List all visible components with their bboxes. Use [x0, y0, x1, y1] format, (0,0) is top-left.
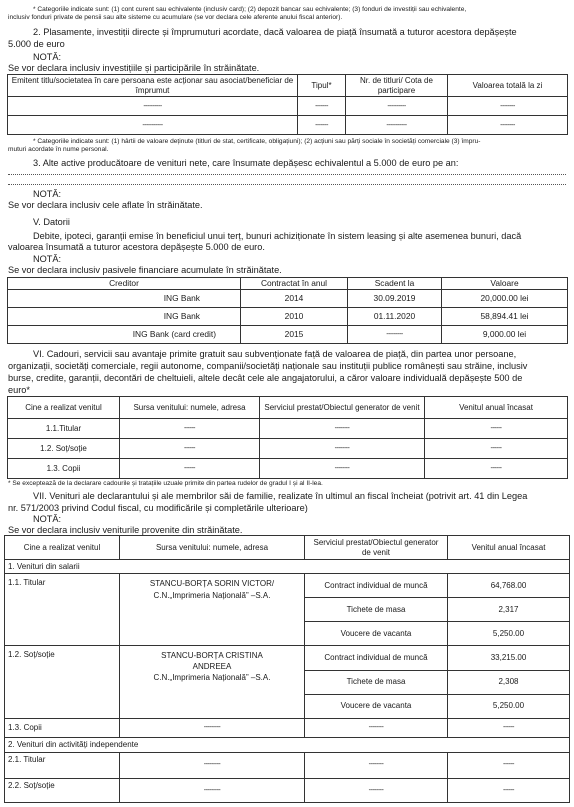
section-5-title: V. Datorii — [33, 217, 70, 227]
earner-label: 2.1. Titular — [5, 752, 120, 778]
table-cell: ------ — [448, 718, 570, 738]
table-row — [8, 290, 568, 308]
debts-table — [7, 277, 568, 344]
section-7-title: VII. Venituri ale declarantului și ale membrilor săi de familie, realizate în ultimul an fiscal încheiat (potrivit art. 41 din Legea — [33, 491, 528, 501]
investments-table — [7, 74, 568, 135]
income-type: Contract individual de muncă — [305, 574, 448, 598]
column-header: Cine a realizat venitul — [5, 536, 120, 560]
section-3-nota: NOTĂ: — [33, 189, 62, 199]
section-5-text-cont: valoarea însumată a tuturor acestora depășește 5.000 de euro. — [8, 242, 265, 252]
category-label: 1. Venituri din salarii — [5, 560, 570, 574]
table-row — [5, 718, 570, 738]
source-name: STANCU-BORȚA CRISTINA — [161, 651, 263, 661]
table-cell: 2010 — [241, 308, 348, 326]
table-cell: -------- — [448, 97, 568, 116]
table-row — [8, 97, 568, 116]
table-cell: ---------- — [8, 97, 298, 116]
section-6-text-3: burse, credite, garanții, decontări de cheltuieli, altele decât cele ale angajatorului, a căror valoare individuală depășește 500 de — [8, 373, 523, 383]
table-header-row — [8, 397, 568, 419]
earner-label: 2.2. Soț/soție — [5, 778, 120, 802]
section-6-text-2: organizații, societăți comerciale, regii autonome, companii/societăți naționale sau instituții publice românești sau străine, inclusiv — [8, 361, 528, 371]
income-table — [4, 535, 570, 803]
table-row — [8, 439, 568, 459]
table-header-row — [8, 75, 568, 97]
column-header: Sursa venitului: numele, adresa — [120, 536, 305, 560]
column-header: Nr. de titluri/ Cota de participare — [346, 75, 448, 97]
earner-label: 1.2. Soț/soție — [5, 646, 120, 718]
table-row — [5, 574, 570, 598]
table-cell: 9,000.00 lei — [442, 326, 568, 344]
source-company: C.N.„Imprimeria Națională” –S.A. — [153, 591, 271, 601]
income-type: Tichete de masa — [305, 670, 448, 694]
table-cell: 2015 — [241, 326, 348, 344]
table-cell: 20,000.00 lei — [442, 290, 568, 308]
section-7-nota-text: Se vor declara inclusiv veniturile provenite din străinătate. — [8, 525, 243, 535]
column-header: Venitul anual încasat — [425, 397, 568, 419]
table-cell: ------ — [120, 459, 260, 479]
column-header: Cine a realizat venitul — [8, 397, 120, 419]
section-2-title-cont: 5.000 de euro — [8, 39, 65, 49]
gifts-table — [7, 396, 568, 479]
table-row — [8, 419, 568, 439]
income-amount: 5,250.00 — [448, 694, 570, 718]
table-row — [5, 646, 570, 670]
table-row — [8, 459, 568, 479]
column-header: Contractat în anul — [241, 278, 348, 290]
table-cell: -------- — [260, 439, 425, 459]
column-header: Serviciul prestat/Obiectul generator de venit — [260, 397, 425, 419]
income-type: Voucere de vacanta — [305, 622, 448, 646]
income-source — [120, 646, 305, 718]
table-cell: ------ — [120, 439, 260, 459]
table-row — [8, 116, 568, 135]
source-name: STANCU-BORȚA SORIN VICTOR/ — [149, 579, 275, 589]
table-cell: 1.1.Titular — [8, 419, 120, 439]
income-amount: 5,250.00 — [448, 622, 570, 646]
section-7-nota: NOTĂ: — [33, 514, 62, 524]
table-row — [8, 326, 568, 344]
income-amount: 33,215.00 — [448, 646, 570, 670]
section-5-nota: NOTĂ: — [33, 254, 62, 264]
table-cell: 01.11.2020 — [348, 308, 442, 326]
section-5-nota-text: Se vor declara inclusiv pasivele financiare acumulate în străinătate. — [8, 265, 282, 275]
table-row — [5, 752, 570, 778]
table-cell: -------- — [448, 116, 568, 135]
dotted-line — [8, 174, 566, 175]
column-header: Creditor — [8, 278, 241, 290]
table-cell: ---------- — [346, 97, 448, 116]
column-header: Valoare — [442, 278, 568, 290]
income-source — [120, 574, 305, 646]
table-cell: --------- — [120, 778, 305, 802]
table-cell: 1.2. Soț/soție — [8, 439, 120, 459]
category-label: 2. Venituri din activități independente — [5, 738, 570, 752]
section-2-nota: NOTĂ: — [33, 52, 62, 62]
categories-footnote-2: inclusiv fonduri private de pensii sau alte sisteme cu acumulare (se vor declara cele aferente anului fiscal anterior). — [8, 14, 343, 21]
table-header-row — [8, 278, 568, 290]
table-cell: 2014 — [241, 290, 348, 308]
category-row — [5, 738, 570, 752]
section-3-nota-text: Se vor declara inclusiv cele aflate în străinătate. — [8, 200, 203, 210]
dotted-line — [8, 184, 566, 185]
gifts-footnote: * Se exceptează de la declarare cadourile și tratațiile uzuale primite din partea rudelor de gradul I și al II-lea. — [8, 480, 323, 487]
table-cell: -------- — [305, 752, 448, 778]
category-row — [5, 560, 570, 574]
income-amount: 64,768.00 — [448, 574, 570, 598]
investments-footnote-1: * Categoriile indicate sunt: (1) hârtii de valoare deținute (titluri de stat, certificate, obligațiuni); (2) acțiuni sau părți sociale în societăți comerciale (3) împru- — [33, 138, 481, 145]
column-header: Scadent la — [348, 278, 442, 290]
table-cell: --------- — [348, 326, 442, 344]
table-cell: ------ — [120, 419, 260, 439]
income-type: Voucere de vacanta — [305, 694, 448, 718]
categories-footnote-1: * Categoriile indicate sunt: (1) cont curent sau echivalente (inclusiv card); (2) depozit bancar sau echivalente; (3) fonduri de investiții sau echivalente, — [33, 6, 467, 13]
table-cell: ----------- — [8, 116, 298, 135]
table-cell: 1.3. Copii — [8, 459, 120, 479]
table-cell: --------- — [120, 752, 305, 778]
source-company: C.N.„Imprimeria Națională” –S.A. — [153, 673, 271, 683]
table-cell: 58,894.41 lei — [442, 308, 568, 326]
table-cell: ------ — [425, 419, 568, 439]
table-header-row — [5, 536, 570, 560]
column-header: Valoarea totală la zi — [448, 75, 568, 97]
column-header: Serviciul prestat/Obiectul generator de venit — [305, 536, 448, 560]
table-cell: ING Bank (card credit) — [8, 326, 241, 344]
section-6-text-4: euro* — [8, 385, 30, 395]
section-3-title: 3. Alte active producătoare de venituri nete, care însumate depășesc echivalentul a 5.000 de euro pe an: — [33, 158, 459, 168]
table-cell: --------- — [120, 718, 305, 738]
source-name-cont: ANDREEA — [192, 662, 232, 672]
section-5-text: Debite, ipoteci, garanții emise în beneficiul unui terț, bunuri achiziționate în sistem leasing și alte asemenea bunuri, dacă — [33, 231, 522, 241]
column-header: Venitul anual încasat — [448, 536, 570, 560]
table-cell: ING Bank — [8, 308, 241, 326]
table-cell: -------- — [305, 778, 448, 802]
section-7-title-cont: nr. 571/2003 privind Codul fiscal, cu modificările și completările ulterioare) — [8, 503, 308, 513]
earner-label: 1.1. Titular — [5, 574, 120, 646]
table-cell: ------- — [298, 97, 346, 116]
table-cell: ----------- — [346, 116, 448, 135]
section-6-title: VI. Cadouri, servicii sau avantaje primite gratuit sau subvenționate față de valoarea de piață, din partea unor persoane, — [33, 349, 517, 359]
section-2-nota-text: Se vor declara inclusiv investițiile și participările în străinătate. — [8, 63, 260, 73]
table-cell: ------ — [425, 439, 568, 459]
income-amount: 2,317 — [448, 598, 570, 622]
column-header: Tipul* — [298, 75, 346, 97]
section-2-title: 2. Plasamente, investiții directe și împrumuturi acordate, dacă valoarea de piață însumată a tuturor acestora depășește — [33, 27, 517, 37]
table-cell: -------- — [305, 718, 448, 738]
table-cell: ------ — [448, 778, 570, 802]
table-row — [8, 308, 568, 326]
column-header: Emitent titlu/societatea în care persoana este acționar sau asociat/beneficiar de împrumut — [8, 75, 298, 97]
table-cell: -------- — [260, 419, 425, 439]
table-row — [5, 778, 570, 802]
table-cell: ------- — [298, 116, 346, 135]
table-cell: ------ — [425, 459, 568, 479]
earner-label: 1.3. Copii — [5, 718, 120, 738]
table-cell: -------- — [260, 459, 425, 479]
income-amount: 2,308 — [448, 670, 570, 694]
income-type: Tichete de masa — [305, 598, 448, 622]
table-cell: 30.09.2019 — [348, 290, 442, 308]
table-cell: ------ — [448, 752, 570, 778]
column-header: Sursa venitului: numele, adresa — [120, 397, 260, 419]
income-type: Contract individual de muncă — [305, 646, 448, 670]
table-cell: ING Bank — [8, 290, 241, 308]
investments-footnote-2: muturi acordate în nume personal. — [8, 146, 109, 153]
